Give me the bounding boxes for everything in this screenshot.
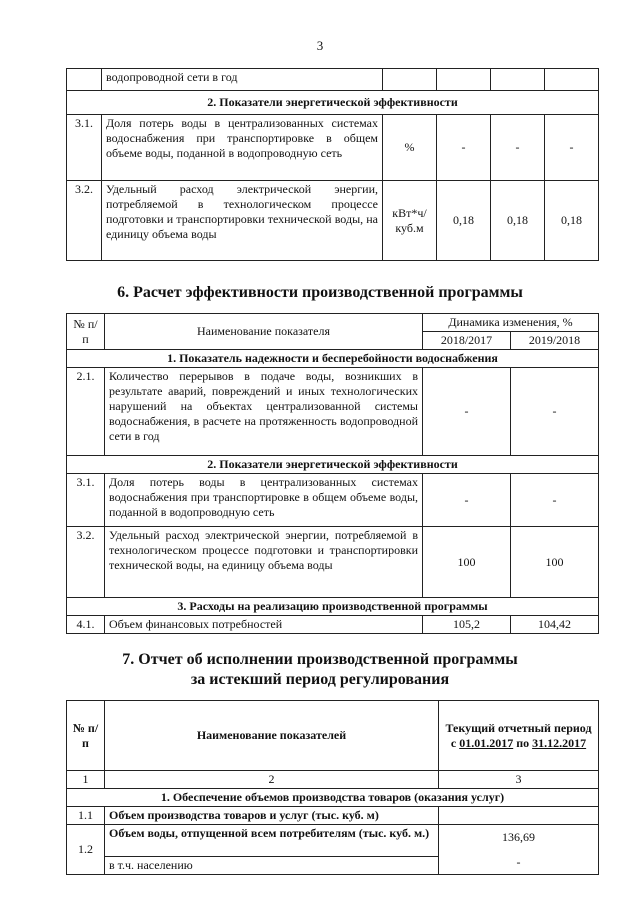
row-number: 4.1. [67,616,105,634]
indicator-name: Количество перерывов в подаче воды, возникших в результате аварий, повреждений и иных технологических нарушений на объектах централизованной системы водоснабжения, в расчете на протяженность водопроводной сети в год [105,368,423,456]
indicator-name: Объем воды, отпущенной всем потребителям (тыс. куб. м.) [105,825,439,857]
value-population: - [516,854,521,869]
indicator-name: Объем производства товаров и услуг (тыс. куб. м) [105,807,439,825]
section-title: 3. Расходы на реализацию производственной программы [67,598,599,616]
efficiency-table [66,313,599,634]
section-7-title-line2: за истекший период регулирования [190,671,450,688]
report-table [66,700,599,875]
section-6-title: 6. Расчет эффективности производственной программы [117,284,523,301]
row-number: 3.1. [67,474,105,527]
row-number: 3.2. [67,181,102,261]
header-number: № п/п [67,701,105,771]
column-number: 1 [67,771,105,789]
row-number: 2.1. [67,368,105,456]
value: - [511,368,599,456]
value: 105,2 [423,616,511,634]
value [439,807,599,825]
row-number: 1.1 [67,807,105,825]
period-dates: с 01.01.2017 по 31.12.2017 [450,735,587,750]
period-label: Текущий отчетный период [445,720,592,735]
value: 100 [511,527,599,598]
date-to: 31.12.2017 [532,735,587,750]
unit: кВт*ч/ куб.м [383,181,437,261]
value: - [545,115,599,181]
value: 0,18 [545,181,599,261]
value: - [423,474,511,527]
value: - [491,115,545,181]
header-number: № п/п [67,314,105,350]
section-title: 2. Показатели энергетической эффективности [67,91,599,115]
header-period-2018: 2018/2017 [423,332,511,350]
row-number: 3.1. [67,115,102,181]
value: 100 [423,527,511,598]
section-title: 2. Показатели энергетической эффективности [67,456,599,474]
header-name: Наименование показателя [105,314,423,350]
value: 104,42 [511,616,599,634]
value: 0,18 [437,181,491,261]
value: - [511,474,599,527]
indicator-name: Доля потерь воды в централизованных системах водоснабжения при транспортировке в общем объеме воды, поданной в водопроводную сеть [105,474,423,527]
column-number: 3 [439,771,599,789]
header-period [439,701,599,771]
value: - [423,368,511,456]
header-dynamics: Динамика изменения, % [423,314,599,332]
indicator-name: Доля потерь воды в централизованных системах водоснабжения при транспортировке в общем объеме воды, поданной в водопроводную сеть [102,115,383,181]
row-number: 3.2. [67,527,105,598]
value: 136,69 - [439,825,599,875]
section-title: 1. Показатель надежности и бесперебойности водоснабжения [67,350,599,368]
indicator-name: Удельный расход электрической энергии, потребляемой в технологическом процессе подготовки и транспортировки технической воды, на единицу объема воды [105,527,423,598]
indicator-name: Объем финансовых потребностей [105,616,423,634]
header-name: Наименование показателей [105,701,439,771]
section-title: 1. Обеспечение объемов производства товаров (оказания услуг) [67,789,599,807]
value: - [437,115,491,181]
row-number: 1.2 [67,825,105,875]
section-7-title-line1: 7. Отчет об исполнении производственной программы [122,651,518,668]
column-number: 2 [105,771,439,789]
indicators-table-continued [66,68,599,261]
value: 0,18 [491,181,545,261]
indicator-name: Удельный расход электрической энергии, потребляемой в технологическом процессе подготовки и транспортировки технической воды, на единицу объема воды [102,181,383,261]
indicator-sub-name: в т.ч. населению [105,857,439,875]
header-period-2019: 2019/2018 [511,332,599,350]
date-from: 01.01.2017 [459,735,514,750]
page-number: 3 [316,38,324,53]
continued-text: водопроводной сети в год [102,69,383,91]
unit: % [383,115,437,181]
